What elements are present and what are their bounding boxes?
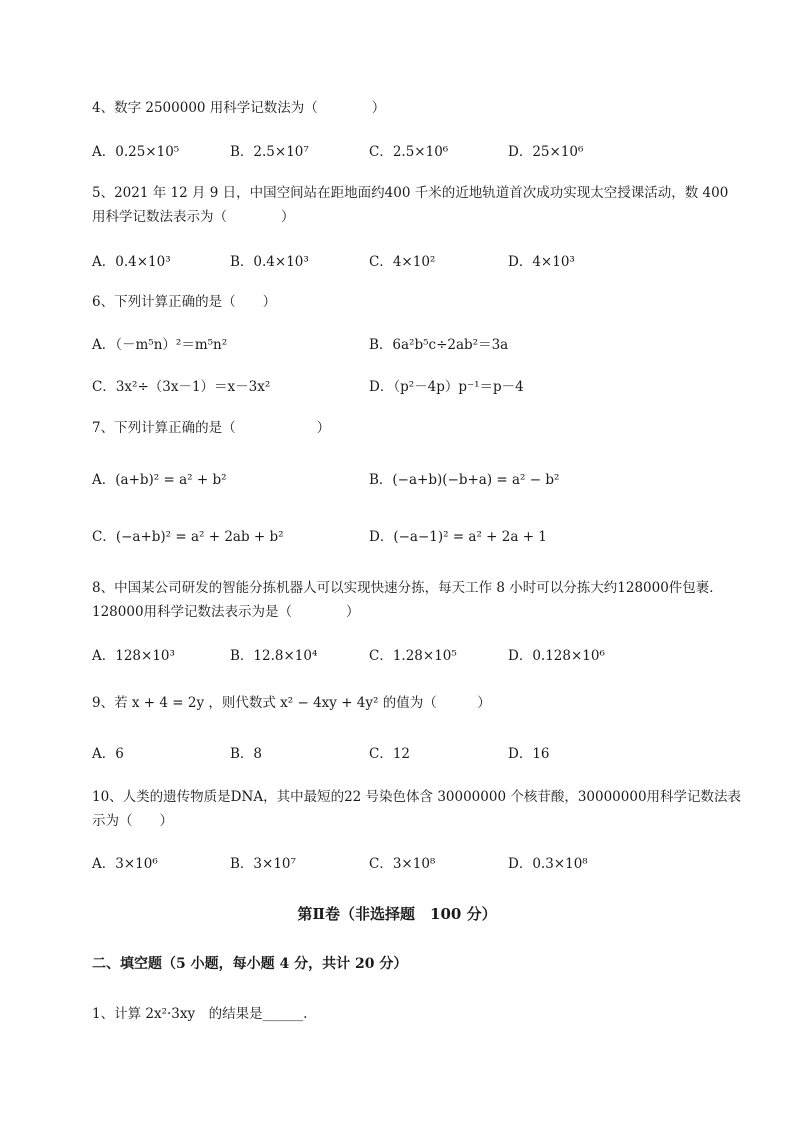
question-7-stem: 7、下列计算正确的是（ ） xyxy=(92,420,331,436)
section-title: 第Ⅱ卷（非选择题 100 分） xyxy=(297,905,497,923)
option-a: A．(a+b)² = a² + b² xyxy=(92,472,227,488)
question-4-stem: 4、数字 2500000 用科学记数法为（ ） xyxy=(92,100,386,116)
question-5-stem: 5、2021 年 12 月 9 日，中国空间站在距地面约400 千米的近地轨道首次成功实现太空授课活动，数 400 用科学记数法表示为（ ） xyxy=(92,185,729,225)
question-5-options xyxy=(92,250,742,274)
option-b: B．12.8×10⁴ xyxy=(230,648,318,664)
question-9-options xyxy=(92,742,742,766)
question-8-stem: 8、中国某公司研发的智能分拣机器人可以实现快速分拣，每天工作 8 小时可以分拣大约128000件包裹．128000用科学记数法表示为是（ ） xyxy=(92,580,723,620)
option-d: D．4×10³ xyxy=(508,254,575,270)
option-a: A．6 xyxy=(92,746,124,762)
question-10-options xyxy=(92,852,742,876)
option-c: C．2.5×10⁶ xyxy=(369,144,449,160)
question-6-stem: 6、下列计算正确的是（ ） xyxy=(92,294,277,310)
option-d: D．25×10⁶ xyxy=(508,144,584,160)
option-b: B．6a²b⁵c÷2ab²＝3a xyxy=(369,337,509,353)
option-b: B．2.5×10⁷ xyxy=(230,144,309,160)
option-a: A．0.25×10⁵ xyxy=(92,144,180,160)
question-4-options xyxy=(92,140,742,164)
question-9-stem: 9、若 x + 4 = 2y ，则代数式 x² − 4xy + 4y² 的值为（ ） xyxy=(92,695,491,711)
option-c: C．3×10⁸ xyxy=(369,856,436,872)
option-b: B．(−a+b)(−b+a) = a² − b² xyxy=(369,472,560,488)
option-b: B．0.4×10³ xyxy=(230,254,309,270)
option-a: A．0.4×10³ xyxy=(92,254,171,270)
question-10-stem: 10、人类的遗传物质是DNA，其中最短的22 号染色体含 30000000 个核苷酸，30000000用科学记数法表示为（ ） xyxy=(92,789,742,829)
option-b: B．8 xyxy=(230,746,263,762)
option-d: D．0.128×10⁶ xyxy=(508,648,605,664)
section-subtitle: 二、填空题（5 小题，每小题 4 分，共计 20 分） xyxy=(92,956,408,972)
fill-question-1-stem: 1、计算 2x²·3xy 的结果是______. xyxy=(92,1006,308,1022)
option-d: D．（p²－4p）p⁻¹＝p－4 xyxy=(369,379,524,395)
option-a: A．128×10³ xyxy=(92,648,175,664)
option-b: B．3×10⁷ xyxy=(230,856,296,872)
option-d: D．16 xyxy=(508,746,550,762)
option-c: C．3x²÷（3x－1）＝x－3x² xyxy=(92,379,271,395)
option-a: A．3×10⁶ xyxy=(92,856,158,872)
question-7-options-row1 xyxy=(92,468,742,492)
question-8-options xyxy=(92,644,742,668)
question-6-options-row2 xyxy=(92,375,742,399)
option-c: C．12 xyxy=(369,746,411,762)
question-7-options-row2 xyxy=(92,525,742,549)
question-6-options-row1 xyxy=(92,333,742,357)
option-d: D．(−a−1)² = a² + 2a + 1 xyxy=(369,529,547,545)
option-a: A．（－m⁵n）²＝m⁵n² xyxy=(92,337,228,353)
option-c: C．1.28×10⁵ xyxy=(369,648,457,664)
option-c: C．(−a+b)² = a² + 2ab + b² xyxy=(92,529,284,545)
option-c: C．4×10² xyxy=(369,254,436,270)
option-d: D．0.3×10⁸ xyxy=(508,856,588,872)
